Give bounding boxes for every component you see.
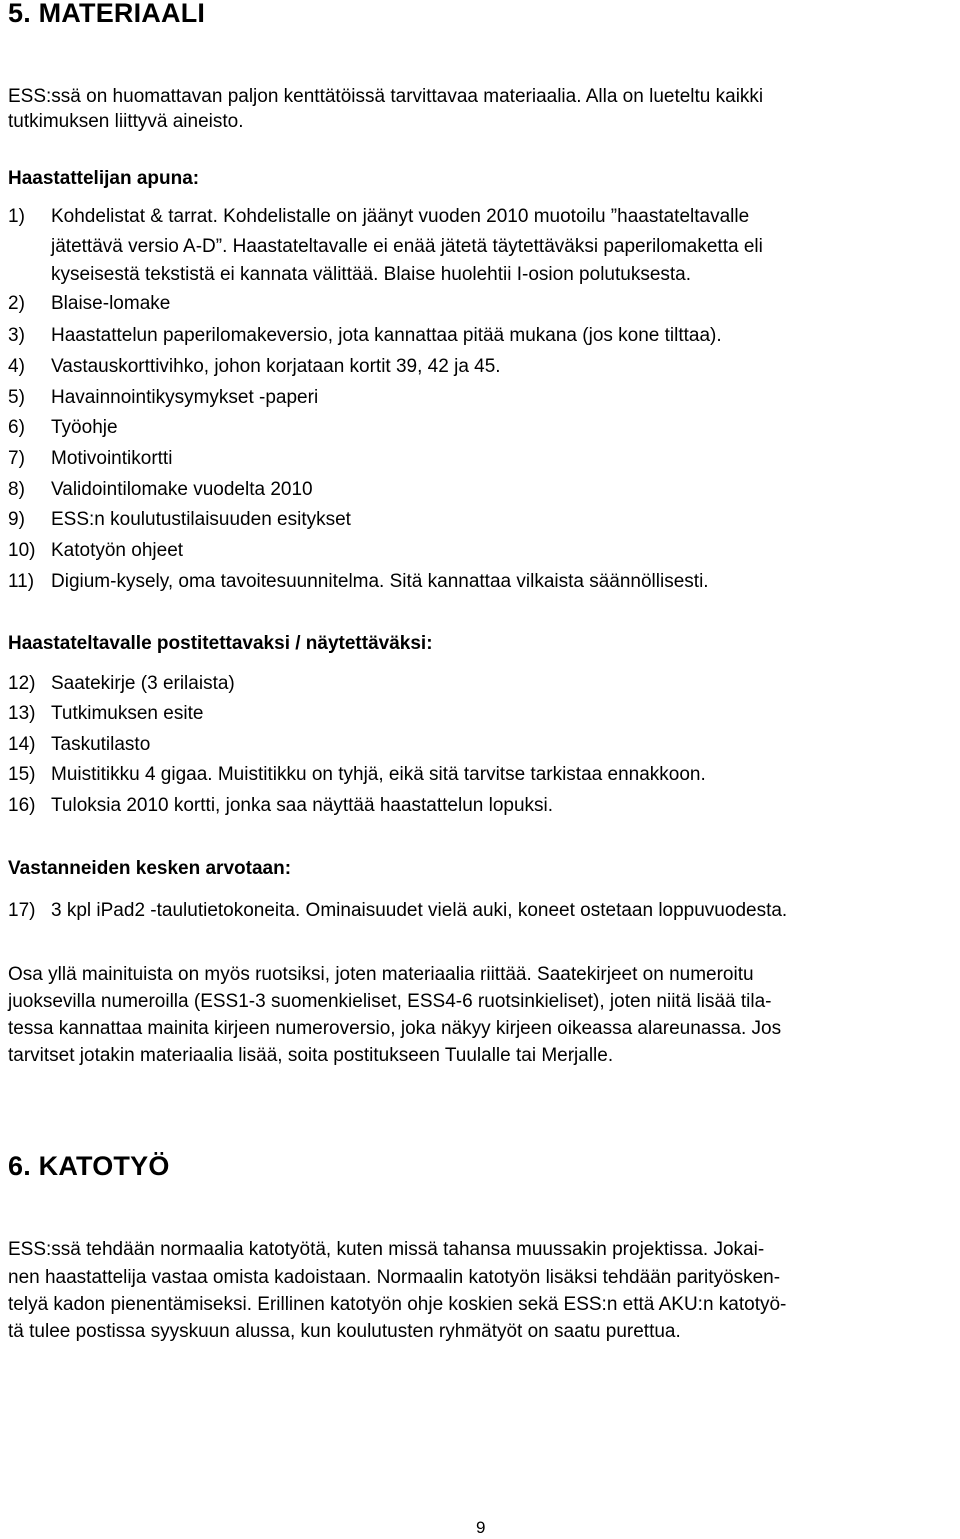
list-number: 17): [8, 900, 36, 921]
list-text: Motivointikortti: [51, 448, 173, 469]
paragraph-line: telyä kadon pienentämiseksi. Erillinen katotyön ohje koskien sekä ESS:n että AKU:n katotyö-: [8, 1294, 787, 1315]
list-text: 3 kpl iPad2 -taulutietokoneita. Ominaisuudet vielä auki, koneet ostetaan loppuvuodesta.: [51, 900, 788, 921]
list-text: Digium-kysely, oma tavoitesuunnitelma. Sitä kannattaa vilkaista säännöllisesti.: [51, 571, 709, 592]
list-item: [8, 448, 172, 470]
list-number: 6): [8, 417, 25, 438]
list-item: [8, 673, 235, 695]
list-number: 5): [8, 387, 25, 408]
list-number: 16): [8, 795, 36, 816]
list-item: [8, 703, 203, 725]
list-item: [8, 387, 318, 409]
paragraph-line: nen haastattelija vastaa omista kadoistaan. Normaalin katotyön lisäksi tehdään parityösken-: [8, 1267, 781, 1288]
list-text: Validointilomake vuodelta 2010: [51, 479, 313, 500]
list-number: 15): [8, 764, 36, 785]
list-text: Saatekirje (3 erilaista): [51, 673, 235, 694]
list-item: [8, 206, 749, 228]
list-item: [8, 293, 170, 315]
list-item: [8, 764, 706, 786]
katotyo-paragraph: [8, 1239, 952, 1348]
list-item: [8, 356, 501, 378]
list-item: [8, 540, 183, 562]
section-heading-materiaali: 5. MATERIAALI: [8, 0, 206, 28]
mailing-materials-heading: Haastateltavalle postitettavaksi / näytettäväksi:: [8, 633, 433, 654]
list-item: [8, 900, 787, 922]
list-item: [8, 795, 553, 817]
list-item-continuation: kyseisestä tekstistä ei kannata välittää. Blaise huolehtii I-osion polutuksesta.: [51, 264, 692, 285]
list-number: 1): [8, 206, 25, 227]
list-text: ESS:n koulutustilaisuuden esitykset: [51, 509, 351, 530]
list-text: Tuloksia 2010 kortti, jonka saa näyttää haastattelun lopuksi.: [51, 795, 554, 816]
raffle-heading: Vastanneiden kesken arvotaan:: [8, 858, 292, 879]
list-text: Työohje: [51, 417, 118, 438]
list-text: Kohdelistat & tarrat. Kohdelistalle on jäänyt vuoden 2010 muotoilu ”haastateltavalle: [51, 206, 750, 227]
list-text: Havainnointikysymykset -paperi: [51, 387, 319, 408]
list-text: Tutkimuksen esite: [51, 703, 204, 724]
interviewer-aids-heading: Haastattelijan apuna:: [8, 168, 200, 189]
list-number: 9): [8, 509, 25, 530]
section-heading-katotyo: 6. KATOTYÖ: [8, 1151, 170, 1181]
list-item: [8, 734, 150, 756]
paragraph-line: Osa yllä mainituista on myös ruotsiksi, joten materiaalia riittää. Saatekirjeet on numeroitu: [8, 964, 754, 985]
materials-note-paragraph: [8, 964, 952, 1072]
page-number: 9: [476, 1518, 486, 1537]
list-number: 14): [8, 734, 36, 755]
list-number: 11): [8, 571, 35, 592]
list-number: 8): [8, 479, 25, 500]
list-item: [8, 509, 351, 531]
list-item: [8, 417, 118, 439]
list-number: 13): [8, 703, 36, 724]
paragraph-line: juoksevilla numeroilla (ESS1-3 suomenkieliset, ESS4-6 ruotsinkieliset), joten niitä lisää tila-: [8, 991, 772, 1012]
list-number: 2): [8, 293, 25, 314]
paragraph-line: tä tulee postissa syyskuun alussa, kun koulutusten ryhmätyöt on saatu purettua.: [8, 1321, 681, 1342]
list-text: Haastattelun paperilomakeversio, jota kannattaa pitää mukana (jos kone tilttaa).: [51, 325, 722, 346]
list-item: [8, 571, 709, 593]
paragraph-line: ESS:ssä tehdään normaalia katotyötä, kuten missä tahansa muussakin projektissa. Jokai-: [8, 1239, 765, 1260]
list-item-continuation: jätettävä versio A-D”. Haastateltavalle ei enää jätetä täytettäväksi paperilomaketta eli: [51, 236, 763, 257]
list-item: [8, 325, 722, 347]
list-number: 7): [8, 448, 25, 469]
list-text: Muistitikku 4 gigaa. Muistitikku on tyhjä, eikä sitä tarvitse tarkistaa ennakkoon.: [51, 764, 706, 785]
list-number: 4): [8, 356, 25, 377]
paragraph-line: tarvitset jotakin materiaalia lisää, soita postitukseen Tuulalle tai Merjalle.: [8, 1045, 614, 1066]
intro-line-2: tutkimuksen liittyvä aineisto.: [8, 111, 244, 132]
list-text: Taskutilasto: [51, 734, 151, 755]
intro-line-1: ESS:ssä on huomattavan paljon kenttätöissä tarvittavaa materiaalia. Alla on lueteltu kaikki: [8, 86, 764, 107]
list-number: 12): [8, 673, 36, 694]
list-number: 10): [8, 540, 36, 561]
intro-paragraph: [8, 86, 952, 133]
list-item: [8, 479, 313, 501]
paragraph-line: tessa kannattaa mainita kirjeen numeroversio, joka näkyy kirjeen oikeassa alareunassa. Jos: [8, 1018, 782, 1039]
list-number: 3): [8, 325, 25, 346]
list-text: Katotyön ohjeet: [51, 540, 184, 561]
list-text: Blaise-lomake: [51, 293, 171, 314]
list-text: Vastauskorttivihko, johon korjataan kortit 39, 42 ja 45.: [51, 356, 501, 377]
